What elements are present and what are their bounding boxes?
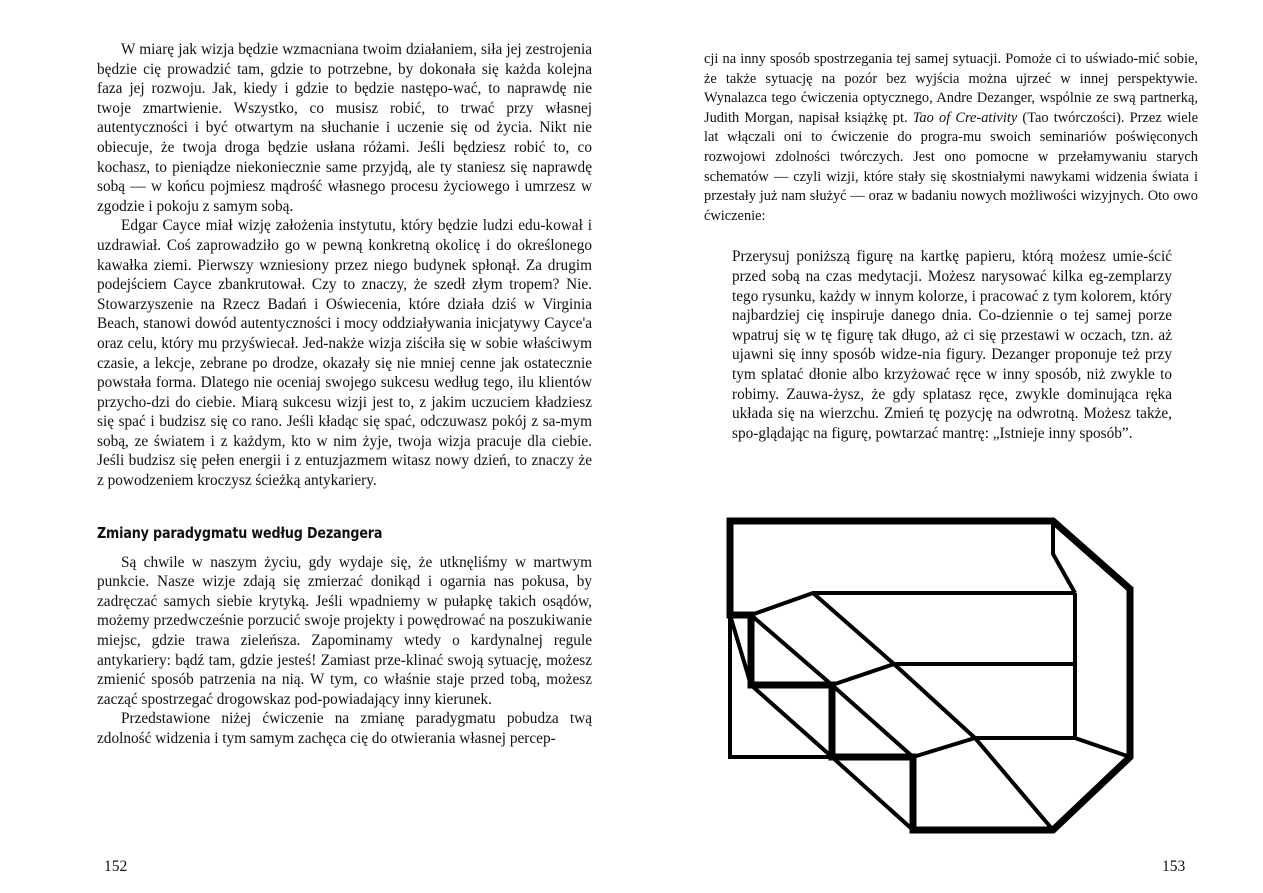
staircase-illusion-figure: [725, 514, 1135, 834]
right-paragraph-1-end: (Tao twórczości). Przez wiele lat włączali oni to ćwiczenie do progra-mu swoich seminariów poświęconych rozwojowi zdolności twórczych. Jest ono pomocne w przełamywaniu starych schematów — czyli wizji, które stały się skostniałymi nawykami widzenia świata i przestały już nam służyć — oraz w badaniu nowych możliwości wizyjnych. Oto owo ćwiczenie:: [704, 109, 1198, 224]
left-paragraph-3: Są chwile w naszym życiu, gdy wydaje się, że utknęliśmy w martwym punkcie. Nasze wizje zdają się zmierzać donikąd i ogarnia nas pokusa, by zadręczać samych siebie krytyką. Jeśli wpadniemy w pułapkę takich osądów, możemy przedwcześnie porzucić swoje projekty i powędrować na poszukiwanie miejsc, gdzie trawa zieleńsza. Zapominamy wtedy o kardynalnej regule antykariery: bądź tam, gdzie jesteś! Zamiast prze-klinać swoją sytuację, możesz zmienić sposób patrzenia na nią. W tym, co właśnie staje przed tobą, możesz zacząć spostrzegać drogowskaz pod-powiadający inny kierunek.: [97, 553, 592, 708]
book-title: Tao of Cre-ativity: [912, 109, 1018, 126]
exercise-text: Przerysuj poniższą figurę na kartkę papieru, którą możesz umie-ścić przed sobą na czas medytacji. Możesz narysować kilka eg-zemplarzy tego rysunku, każdy w innym kolorze, i pracować z tym kolorem, który najbardziej cię inspiruje danego dnia. Co-dziennie o tej samej porze wpatruj się w tę figurę tak długo, aż ci się przestawi w oczach, tzn. aż ujawni się inny sposób widze-nia figury. Dezanger proponuje też przy tym splatać dłonie albo krzyżować ręce w inny sposób, niż zwykle to robimy. Zauwa-żysz, że gdy splatasz ręce, zwykle dominująca ręka układa się na wierzchu. Zmień tę pozycję na odwrotną. Możesz także, spo-glądając na figurę, powtarzać mantrę: „Istnieje inny sposób”.: [732, 248, 1172, 442]
staircase-outline: [730, 521, 1130, 830]
right-paragraph-1-start: cji na inny sposób spostrzegania tej samej sytuacji. Pomoże ci to uświado-mić sobie, że także sytuację na pozór bez wyjścia można ujrzeć w innej perspektywie. Wynalazca tego ćwiczenia optycznego, Andre Dezanger, wspólnie ze swą partnerką, Judith Morgan, napisał książkę pt.: [704, 51, 1198, 126]
right-text-column: [704, 50, 1198, 443]
right-page: [631, 0, 1263, 893]
left-paragraph-4: Przedstawione niżej ćwiczenie na zmianę paradygmatu pobudza twą zdolność widzenia i tym samym zachęca cię do otwierania własnej percep-: [97, 710, 592, 747]
left-paragraph-2: Edgar Cayce miał wizję założenia instytutu, który będzie ludzi edu-kował i uzdrawiał. Coś zaprowadziło go w pewną konkretną okolicę i do określonego kawałka ziemi. Pierwszy wzniesiony przez niego budynek spłonął. Za drugim podejściem Cayce zbankrutował. Czy to znaczy, że szedł złym tropem? Nie. Stowarzyszenie na Rzecz Badań i Oświecenia, które działa dziś w Virginia Beach, stanowi dowód autentyczności i mocy oddziaływania inicjatywy Cayce'a oraz celu, który mu przyświecał. Jed-nakże wizja ziściła się w sobie właściwym czasie, a lekcje, zebrane po drodze, okazały się nie mniej cenne jak ostatecznie powstała forma. Dlatego nie oceniaj swojego sukcesu według tego, ilu klientów przycho-dzi do ciebie. Miarą sukcesu wizji jest to, z jakim uczuciem kładziesz się spać i budzisz się co rano. Jeśli kładąc się spać, odczuwasz pokój z sa-mym sobą, ze światem i z każdym, kto w nim żyje, twoja wizja pracuje dla ciebie. Jeśli budzisz się pełen energii i z entuzjazmem witasz nowy dzień, to znaczy że z powodzeniem kroczysz ścieżką antykariery.: [97, 217, 592, 490]
left-text-column: [97, 40, 592, 749]
exercise-block: [732, 247, 1172, 443]
left-page: [0, 0, 631, 893]
page-number-left: 152: [104, 858, 128, 875]
left-paragraph-1: W miarę jak wizja będzie wzmacniana twoim działaniem, siła jej zestrojenia będzie cię prowadzić tam, gdzie to potrzebne, by dokonała się każda kolejna faza jej rozwoju. Jak, kiedy i gdzie to będzie następo-wać, to naprawdę nie twoje zmartwienie. Wszystko, co musisz robić, to trwać przy własnej autentyczności i być otwartym na słuchanie i uczenie się od życia. Nikt nie obiecuje, że twoja droga będzie usłana różami. Jeśli będziesz robić to, co kochasz, to pieniądze niekoniecznie same przyjdą, ale ty staniesz się naprawdę sobą — w końcu pojmiesz mądrość własnego procesu życiowego i umrzesz w zgodzie i pokoju z samym sobą.: [97, 41, 592, 215]
section-heading: Zmiany paradygmatu według Dezangera: [97, 523, 383, 542]
page-number-right: 153: [1162, 858, 1186, 875]
staircase-inner-lines: [730, 521, 1130, 830]
right-paragraph-1: [704, 50, 1198, 226]
